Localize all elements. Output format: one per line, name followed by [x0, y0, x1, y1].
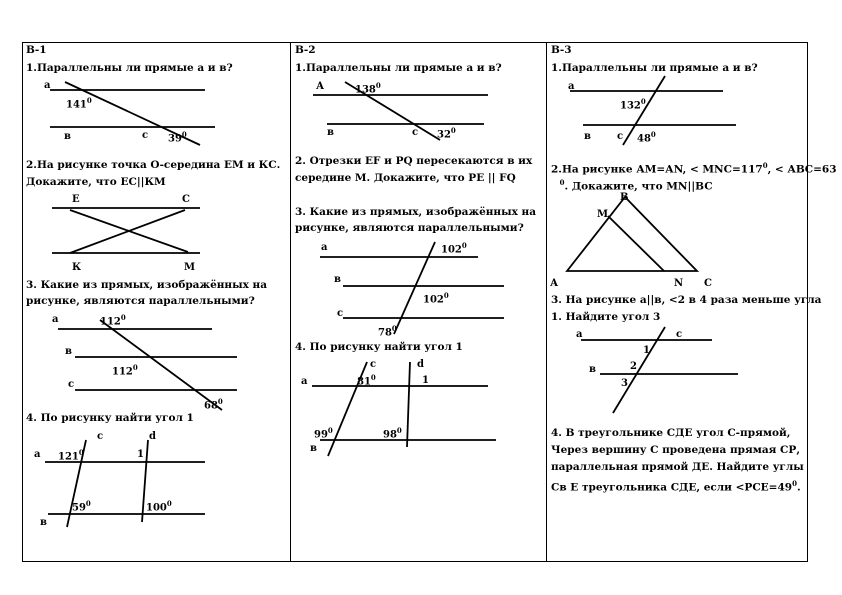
- label-line-a: а: [568, 81, 575, 92]
- label-point-a: А: [316, 81, 325, 92]
- angle-label: $121^0$: [58, 448, 84, 463]
- angle-1-label: 1: [422, 375, 429, 386]
- label-point-c: С: [182, 194, 190, 205]
- task-3-line-2: рисунке, являются параллельными?: [295, 222, 524, 234]
- label-line-a: а: [321, 242, 328, 253]
- angle-label: $112^0$: [100, 313, 126, 328]
- label-point-c: с: [412, 127, 419, 138]
- task-2-line-1: 2. Отрезки EF и PQ пересекаются в их: [295, 155, 533, 167]
- label-point-c: с: [617, 131, 624, 142]
- label-point-c: С: [704, 278, 712, 289]
- task-4-text: 4. По рисунку найти угол 1: [295, 341, 463, 353]
- label-point-m: М: [597, 209, 609, 220]
- angle-label: $141^0$: [66, 96, 92, 111]
- label-line-d: d: [417, 359, 424, 370]
- task-4-line-1: 4. В треугольнике СДЕ угол С-прямой,: [551, 427, 791, 439]
- task-2-line-2: $^0$. Докажите, что МN||BC: [559, 178, 713, 193]
- label-line-a: а: [44, 80, 51, 91]
- task-3-line-1: 3. Какие из прямых, изображённых на: [295, 206, 537, 218]
- label-line-b: в: [334, 274, 341, 285]
- variant-title: В-2: [295, 44, 316, 56]
- angle-label: $39^0$: [168, 130, 187, 145]
- angle-label: $68^0$: [204, 397, 223, 412]
- angle-label: $138^0$: [355, 81, 381, 96]
- angle-2-label: 2: [630, 361, 637, 372]
- label-line-d: d: [149, 431, 156, 442]
- label-point-c: с: [142, 130, 149, 141]
- angle-label: $78^0$: [378, 324, 397, 339]
- label-line-c: с: [337, 308, 344, 319]
- task-3-line-1: 3. На рисунке а||в, <2 в 4 раза меньше угла: [551, 294, 822, 306]
- variant-title: В-1: [26, 44, 47, 56]
- label-line-b: в: [584, 131, 591, 142]
- label-line-b: в: [40, 517, 47, 528]
- angle-label: $32^0$: [437, 126, 456, 141]
- angle-label: $132^0$: [620, 97, 646, 112]
- task-2-line-2: середине М. Докажите, что PE || FQ: [295, 172, 516, 184]
- label-line-a: а: [576, 329, 583, 340]
- label-line-b: в: [65, 346, 72, 357]
- label-point-b: В: [620, 192, 629, 203]
- label-point-k: К: [72, 262, 82, 273]
- task-1-text: 1.Параллельны ли прямые а и в?: [26, 62, 233, 74]
- angle-label: $102^0$: [423, 291, 449, 306]
- task-4-line-3: параллельная прямой ДЕ. Найдите углы: [551, 461, 804, 473]
- label-line-c: с: [68, 379, 75, 390]
- label-line-b: в: [64, 131, 71, 142]
- label-line-c: с: [97, 431, 104, 442]
- label-point-a: А: [550, 278, 559, 289]
- label-line-a: а: [34, 449, 41, 460]
- task-1-text: 1.Параллельны ли прямые а и в?: [295, 62, 502, 74]
- angle-label: $48^0$: [637, 130, 656, 145]
- angle-label: $102^0$: [441, 241, 467, 256]
- task-3-line-2: рисунке, являются параллельными?: [26, 295, 255, 307]
- label-point-e: Е: [72, 194, 80, 205]
- label-line-c: с: [370, 359, 377, 370]
- task-2-line-2: Докажите, что ЕС||КМ: [26, 176, 166, 188]
- angle-1-label: 1: [643, 345, 650, 356]
- label-line-b: в: [589, 364, 596, 375]
- angle-1-label: 1: [137, 449, 144, 460]
- label-line-a: а: [301, 376, 308, 387]
- angle-3-label: 3: [621, 378, 628, 389]
- task-3-line-1: 3. Какие из прямых, изображённых на: [26, 279, 268, 291]
- label-line-c: с: [676, 329, 683, 340]
- angle-label: $98^0$: [383, 426, 402, 441]
- task-1-text: 1.Параллельны ли прямые а и в?: [551, 62, 758, 74]
- label-point-n: N: [674, 278, 684, 289]
- angle-label: $59^0$: [72, 499, 91, 514]
- label-line-b: в: [327, 127, 334, 138]
- task-2-line-1: 2.На рисунке АМ=АN, < $MNC=117^0$, < АВС=63: [551, 161, 837, 176]
- task-4-text: 4. По рисунку найти угол 1: [26, 412, 194, 424]
- angle-label: $81^0$: [357, 373, 376, 388]
- variant-title: В-3: [551, 44, 572, 56]
- label-point-m: М: [184, 262, 196, 273]
- task-4-line-2: Через вершину С проведена прямая СР,: [551, 444, 800, 456]
- label-line-b: в: [310, 443, 317, 454]
- angle-label: $99^0$: [314, 426, 333, 441]
- task-2-line-1: 2.На рисунке точка О-середина ЕМ и КС.: [26, 159, 281, 171]
- label-line-a: а: [52, 314, 59, 325]
- angle-label: $100^0$: [146, 499, 172, 514]
- angle-label: $112^0$: [112, 363, 138, 378]
- task-3-line-2: 1. Найдите угол 3: [551, 311, 661, 323]
- task-4-line-4: Св Е треугольника СДЕ, если $<РСЕ=49^0$.: [551, 479, 801, 494]
